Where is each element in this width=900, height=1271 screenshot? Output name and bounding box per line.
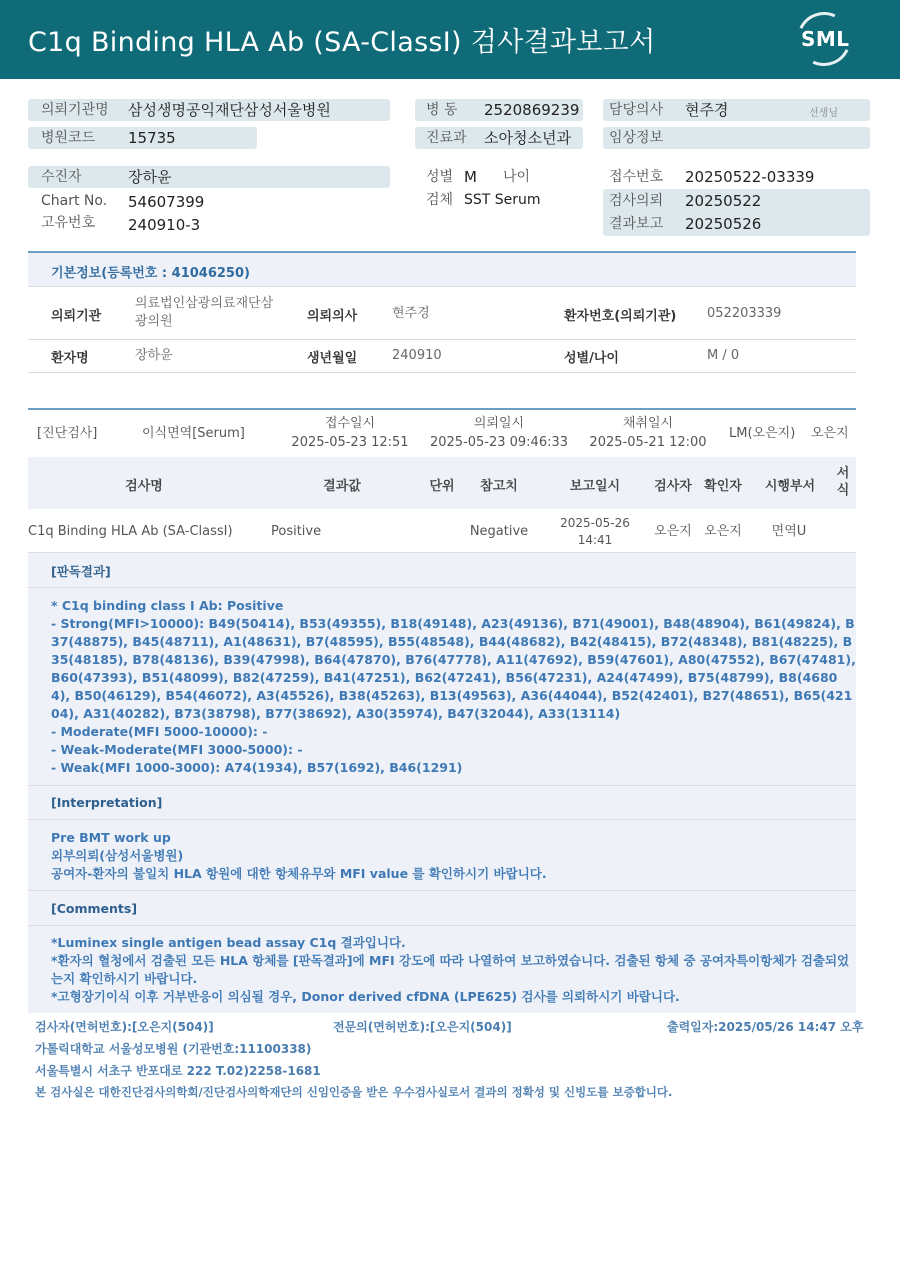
basic-info-row-divider — [28, 339, 856, 340]
interpretation-title: [Interpretation] — [51, 795, 163, 810]
td-report-date-line2: 14:41 — [577, 533, 613, 547]
reading-divider — [28, 587, 856, 588]
reading-body — [51, 597, 856, 777]
td-confirmer: 오은지 — [704, 524, 742, 539]
basic-org-label: 의뢰기관 — [51, 309, 102, 324]
td-name: C1q Binding HLA Ab (SA-ClassI) — [28, 524, 233, 539]
comments-line-3: *고형장기이식 이후 거부반응이 의심될 경우, Donor derived cfDNA (LPE625) 검사를 의뢰하시기 바랍니다. — [51, 989, 680, 1004]
requesting-org-label: 의뢰기관명 — [41, 102, 109, 118]
th-sign-line2: 식 — [836, 483, 850, 498]
interpretation-line-2: 외부의뢰(삼성서울병원) — [51, 848, 184, 863]
basic-patient-no-value: 052203339 — [707, 306, 782, 321]
specimen-value: SST Serum — [464, 192, 541, 208]
interpretation-line-3: 공여자-환자의 불일치 HLA 항원에 대한 항체유무와 MFI value 를 확인하시기 바랍니다. — [51, 866, 547, 881]
ward-value: 2520869239 — [484, 101, 580, 119]
th-tester: 검사자 — [654, 479, 692, 494]
doctor-label: 담당의사 — [609, 102, 664, 118]
dept-label: 진료과 — [426, 130, 467, 146]
diag-receipt-value: 2025-05-23 12:51 — [291, 435, 409, 450]
reading-line-weak-moderate: - Weak-Moderate(MFI 3000-5000): - — [51, 742, 303, 757]
footer-print-date: 출력일자:2025/05/26 14:47 오후 — [667, 1020, 864, 1034]
sml-logo — [797, 12, 853, 66]
unique-value: 240910-3 — [128, 216, 201, 234]
comments-line-2: *환자의 혈청에서 검출된 모든 HLA 항체를 [판독결과]에 MFI 강도에 따라 나열하여 보고하였습니다. 검출된 항체 중 공여자특이항체가 검출되었는지 확인하시기 바랍니다. — [51, 953, 850, 986]
interpretation-line-1: Pre BMT work up — [51, 830, 171, 845]
basic-birth-value: 240910 — [392, 348, 442, 363]
basic-patient-name-value: 장하윤 — [135, 348, 173, 363]
interpretation-bottom-divider — [28, 890, 856, 891]
dept-value: 소아청소년과 — [484, 129, 571, 147]
basic-info-divider — [28, 286, 856, 287]
diag-collection-label: 채취일시 — [622, 416, 674, 431]
basic-patient-name-label: 환자명 — [51, 351, 89, 366]
reading-line-summary: * C1q binding class I Ab: Positive — [51, 598, 284, 613]
logo-text: SML — [801, 27, 850, 51]
diag-lab: LM(오은지) — [729, 426, 796, 441]
result-report-label: 결과보고 — [609, 216, 664, 232]
basic-sex-age-value: M / 0 — [707, 348, 740, 363]
comments-line-1: *Luminex single antigen bead assay C1q 결과입니다. — [51, 935, 406, 950]
diag-collection-value: 2025-05-21 12:00 — [589, 435, 707, 450]
basic-req-doctor-label: 의뢰의사 — [307, 309, 358, 324]
test-request-label: 검사의뢰 — [609, 193, 664, 209]
th-report-date: 보고일시 — [569, 479, 621, 494]
diag-top-line — [28, 408, 856, 410]
th-sign-line1: 서 — [836, 466, 850, 481]
diag-request — [429, 414, 569, 452]
result-report-value: 20250526 — [685, 215, 762, 233]
specimen-label: 검체 — [426, 192, 454, 208]
sex-label: 성별 — [426, 169, 454, 185]
receipt-value: 20250522-03339 — [685, 168, 815, 186]
test-request-value: 20250522 — [685, 192, 762, 210]
diag-collection — [588, 414, 708, 452]
basic-birth-label: 생년월일 — [307, 351, 358, 366]
comments-title: [Comments] — [51, 901, 138, 916]
th-dept: 시행부서 — [764, 479, 816, 494]
doctor-value: 현주경 — [685, 101, 729, 119]
reading-title: [판독결과] — [51, 564, 111, 579]
interpretation-divider — [28, 819, 856, 820]
basic-info-title: 기본정보(등록번호 : 41046250) — [51, 266, 250, 281]
diag-lab-person: 오은지 — [811, 426, 849, 441]
comments-body — [51, 934, 856, 1006]
th-confirmer: 확인자 — [704, 479, 742, 494]
footer-certification: 본 검사실은 대한진단검사의학회/진단검사의학재단의 신임인증을 받은 우수검사실로서 결과의 정확성 및 신빙도를 보증합니다. — [35, 1085, 673, 1099]
td-result: Positive — [271, 524, 322, 539]
hospital-code-label: 병원코드 — [41, 130, 96, 146]
diag-category: [진단검사] — [37, 426, 98, 441]
td-report-date-line1: 2025-05-26 — [560, 516, 630, 530]
clinical-label: 임상정보 — [609, 130, 664, 146]
th-sign — [834, 465, 852, 499]
receipt-label: 접수번호 — [609, 169, 664, 185]
age-label: 나이 — [503, 169, 531, 185]
patient-pill — [28, 166, 390, 188]
footer-tester: 검사자(면허번호):[오은지(504)] — [35, 1020, 214, 1034]
report-header — [0, 0, 900, 79]
th-reference: 참고치 — [480, 479, 518, 494]
reading-line-strong: - Strong(MFI>10000): B49(50414), B53(49355), B18(49148), A23(49136), B71(49001), B48(48904), B61(49824), B37(48875), B45(48711), A1(48631), B7(48595), B55(48548), B44(48682), B42(48415), B72(48348), B81(48225), B35(48185), B78(48136), B39(47998), B64(47870), B76(47778), A11(47692), B59(47601), A80(47552), B67(47481), B60(47393), B51(48099), B82(47259), B41(47251), B62(47241), B56(47231), A24(47499), B75(48799), B8(46804), B50(46129), B54(46072), A3(45526), B38(45263), B13(49563), A36(44044), B52(42401), B27(48651), B65(42104), A31(40282), B73(38798), B77(38692), A30(35974), B47(32044), A33(13114) — [51, 616, 856, 721]
comments-divider — [28, 925, 856, 926]
patient-value: 장하윤 — [128, 168, 172, 186]
chart-value: 54607399 — [128, 193, 205, 211]
report-title: C1q Binding HLA Ab (SA-ClassI) 검사결과보고서 — [28, 27, 656, 58]
reading-line-weak: - Weak(MFI 1000-3000): A74(1934), B57(1692), B46(1291) — [51, 760, 463, 775]
th-result: 결과값 — [323, 479, 361, 494]
footer-address: 서울특별시 서초구 반포대로 222 T.02)2258-1681 — [35, 1064, 321, 1078]
footer-institution: 가톨릭대학교 서울성모병원 (기관번호:11100338) — [35, 1042, 312, 1056]
basic-info-bottom-line — [28, 372, 856, 373]
basic-sex-age-label: 성별/나이 — [564, 351, 619, 366]
td-reference: Negative — [469, 524, 529, 539]
diag-receipt-label: 접수일시 — [324, 416, 376, 431]
sex-value: M — [464, 168, 477, 186]
patient-label: 수진자 — [41, 169, 82, 185]
basic-org-value-line1: 의료법인삼광의료재단삼 — [135, 296, 274, 311]
diag-request-label: 의뢰일시 — [473, 416, 525, 431]
th-unit: 단위 — [429, 479, 455, 494]
th-name: 검사명 — [125, 479, 163, 494]
ward-label: 병 동 — [426, 102, 458, 118]
basic-org-value-line2: 광의원 — [135, 314, 173, 329]
unique-label: 고유번호 — [41, 215, 96, 231]
doctor-suffix: 선생님 — [809, 108, 838, 119]
reading-line-moderate: - Moderate(MFI 5000-10000): - — [51, 724, 268, 739]
basic-req-doctor-value: 현주경 — [392, 306, 430, 321]
td-dept: 면역U — [771, 524, 807, 539]
footer-specialist: 전문의(면허번호):[오은지(504)] — [333, 1020, 512, 1034]
diag-test-type: 이식면역[Serum] — [142, 426, 245, 441]
hospital-code-value: 15735 — [128, 129, 176, 147]
diag-request-value: 2025-05-23 09:46:33 — [429, 435, 569, 450]
reading-bottom-divider — [28, 785, 856, 786]
td-report-date — [555, 515, 635, 549]
basic-patient-no-label: 환자번호(의뢰기관) — [564, 309, 677, 324]
chart-label: Chart No. — [41, 193, 108, 209]
interpretation-body — [51, 829, 856, 883]
td-tester: 오은지 — [654, 524, 692, 539]
diag-receipt — [290, 414, 410, 452]
requesting-org-value: 삼성생명공익재단삼성서울병원 — [128, 101, 331, 119]
